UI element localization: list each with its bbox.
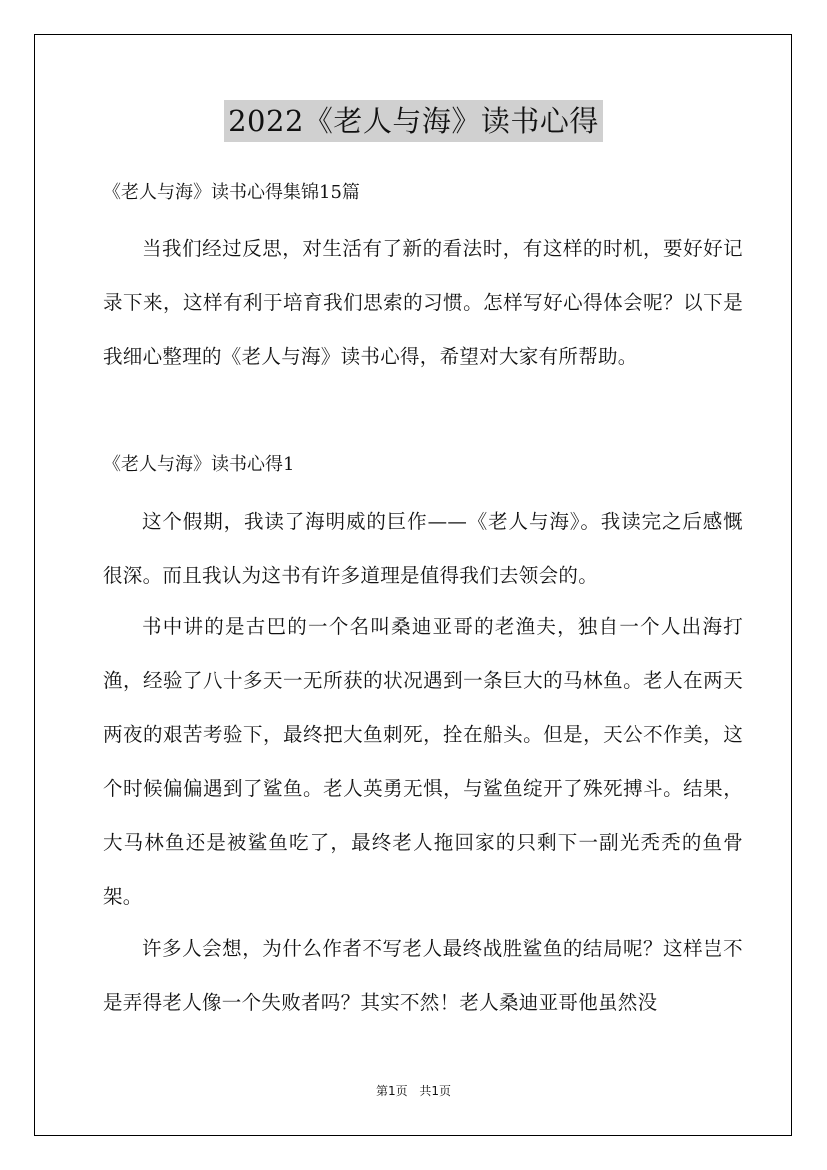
page-number: 第1页 (375, 1084, 408, 1098)
intro-paragraph: 当我们经过反思，对生活有了新的看法时，有这样的时机，要好好记录下来，这样有利于培育我们思索的习惯。怎样写好心得体会呢？以下是我细心整理的《老人与海》读书心得，希望对大家有所帮助。 (103, 237, 743, 368)
page-footer (0, 1082, 827, 1099)
body-paragraph-3: 许多人会想，为什么作者不写老人最终战胜鲨鱼的结局呢？这样岂不是弄得老人像一个失败者吗？其实不然！老人桑迪亚哥他虽然没 (103, 937, 743, 1014)
document-title-text: 2022《老人与海》读书心得 (224, 100, 603, 142)
document-title (0, 100, 827, 142)
body-paragraph-1: 这个假期，我读了海明威的巨作——《老人与海》。我读完之后感慨很深。而且我认为这书有许多道理是值得我们去领会的。 (103, 510, 743, 587)
page-total: 共1页 (419, 1084, 452, 1098)
body-paragraph-2: 书中讲的是古巴的一个名叫桑迪亚哥的老渔夫，独自一个人出海打渔，经验了八十多天一无所获的状况遇到一条巨大的马林鱼。老人在两天两夜的艰苦考验下，最终把大鱼刺死，拴在船头。但是，天公不作美，这个时候偏偏遇到了鲨鱼。老人英勇无惧，与鲨鱼绽开了殊死搏斗。结果，大马林鱼还是被鲨鱼吃了，最终老人拖回家的只剩下一副光秃秃的鱼骨架。 (103, 615, 743, 908)
document-subtitle: 《老人与海》读书心得集锦15篇 (103, 182, 360, 203)
section-heading: 《老人与海》读书心得1 (103, 454, 295, 475)
